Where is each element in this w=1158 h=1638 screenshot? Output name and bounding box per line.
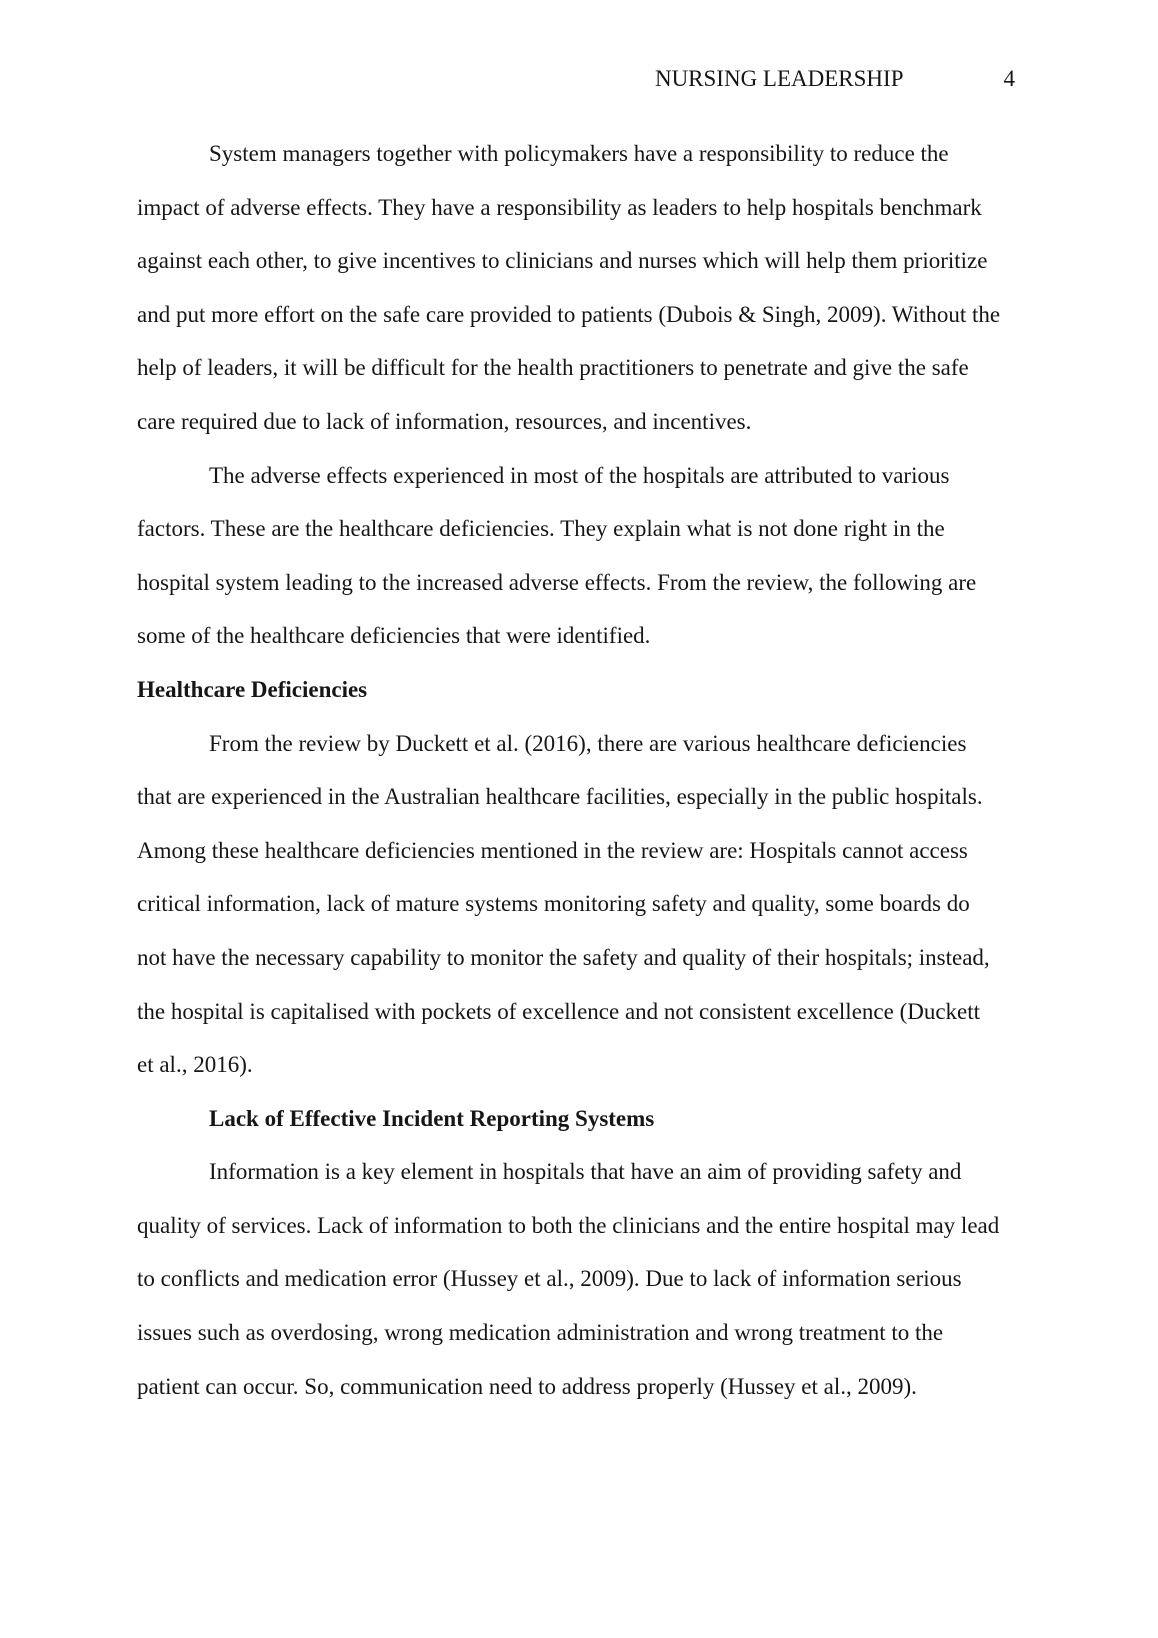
section-heading: Healthcare Deficiencies [137, 676, 368, 702]
paragraph-line: help of leaders, it will be difficult for the health practitioners to penetrate and give the safe [137, 355, 969, 381]
running-header [655, 52, 1015, 106]
paragraph-line: From the review by Duckett et al. (2016), there are various healthcare deficiencies [209, 730, 967, 756]
paragraph-line: issues such as overdosing, wrong medication administration and wrong treatment to the [137, 1320, 944, 1346]
paragraph-line: The adverse effects experienced in most of the hospitals are attributed to various [209, 462, 950, 488]
paragraph-line: et al., 2016). [137, 1052, 253, 1078]
paragraph-line: against each other, to give incentives to clinicians and nurses which will help them prioritize [137, 248, 988, 274]
document-body [137, 127, 1023, 1413]
paragraph-line: that are experienced in the Australian healthcare facilities, especially in the public hospitals. [137, 784, 983, 810]
paragraph-line: Information is a key element in hospitals that have an aim of providing safety and [209, 1159, 962, 1185]
paragraph-line: patient can occur. So, communication need to address properly (Hussey et al., 2009). [137, 1373, 917, 1399]
paragraph-line: and put more effort on the safe care provided to patients (Dubois & Singh, 2009). Without the [137, 301, 1001, 327]
paragraph-line: hospital system leading to the increased adverse effects. From the review, the following are [137, 569, 977, 595]
paragraph-line: Among these healthcare deficiencies mentioned in the review are: Hospitals cannot access [137, 837, 968, 863]
paragraph-line: System managers together with policymakers have a responsibility to reduce the [209, 141, 949, 166]
section-heading: Lack of Effective Incident Reporting Systems [209, 1105, 655, 1131]
paragraph-line: not have the necessary capability to monitor the safety and quality of their hospitals; instead, [137, 944, 990, 970]
paragraph-line: some of the healthcare deficiencies that were identified. [137, 623, 651, 649]
paragraph-line: critical information, lack of mature systems monitoring safety and quality, some boards do [137, 891, 970, 917]
paragraph-line: factors. These are the healthcare deficiencies. They explain what is not done right in the [137, 516, 945, 542]
running-head-title: NURSING LEADERSHIP [654, 66, 904, 91]
paragraph-line: the hospital is capitalised with pockets of excellence and not consistent excellence (Duckett [137, 998, 981, 1024]
page-number: 4 [1003, 66, 1015, 91]
paragraph-line: to conflicts and medication error (Hussey et al., 2009). Due to lack of information serious [137, 1266, 962, 1292]
paragraph-line: impact of adverse effects. They have a responsibility as leaders to help hospitals benchmark [137, 194, 982, 220]
paragraph-line: care required due to lack of information, resources, and incentives. [137, 408, 752, 434]
paragraph-line: quality of services. Lack of information to both the clinicians and the entire hospital may lead [137, 1212, 1000, 1238]
